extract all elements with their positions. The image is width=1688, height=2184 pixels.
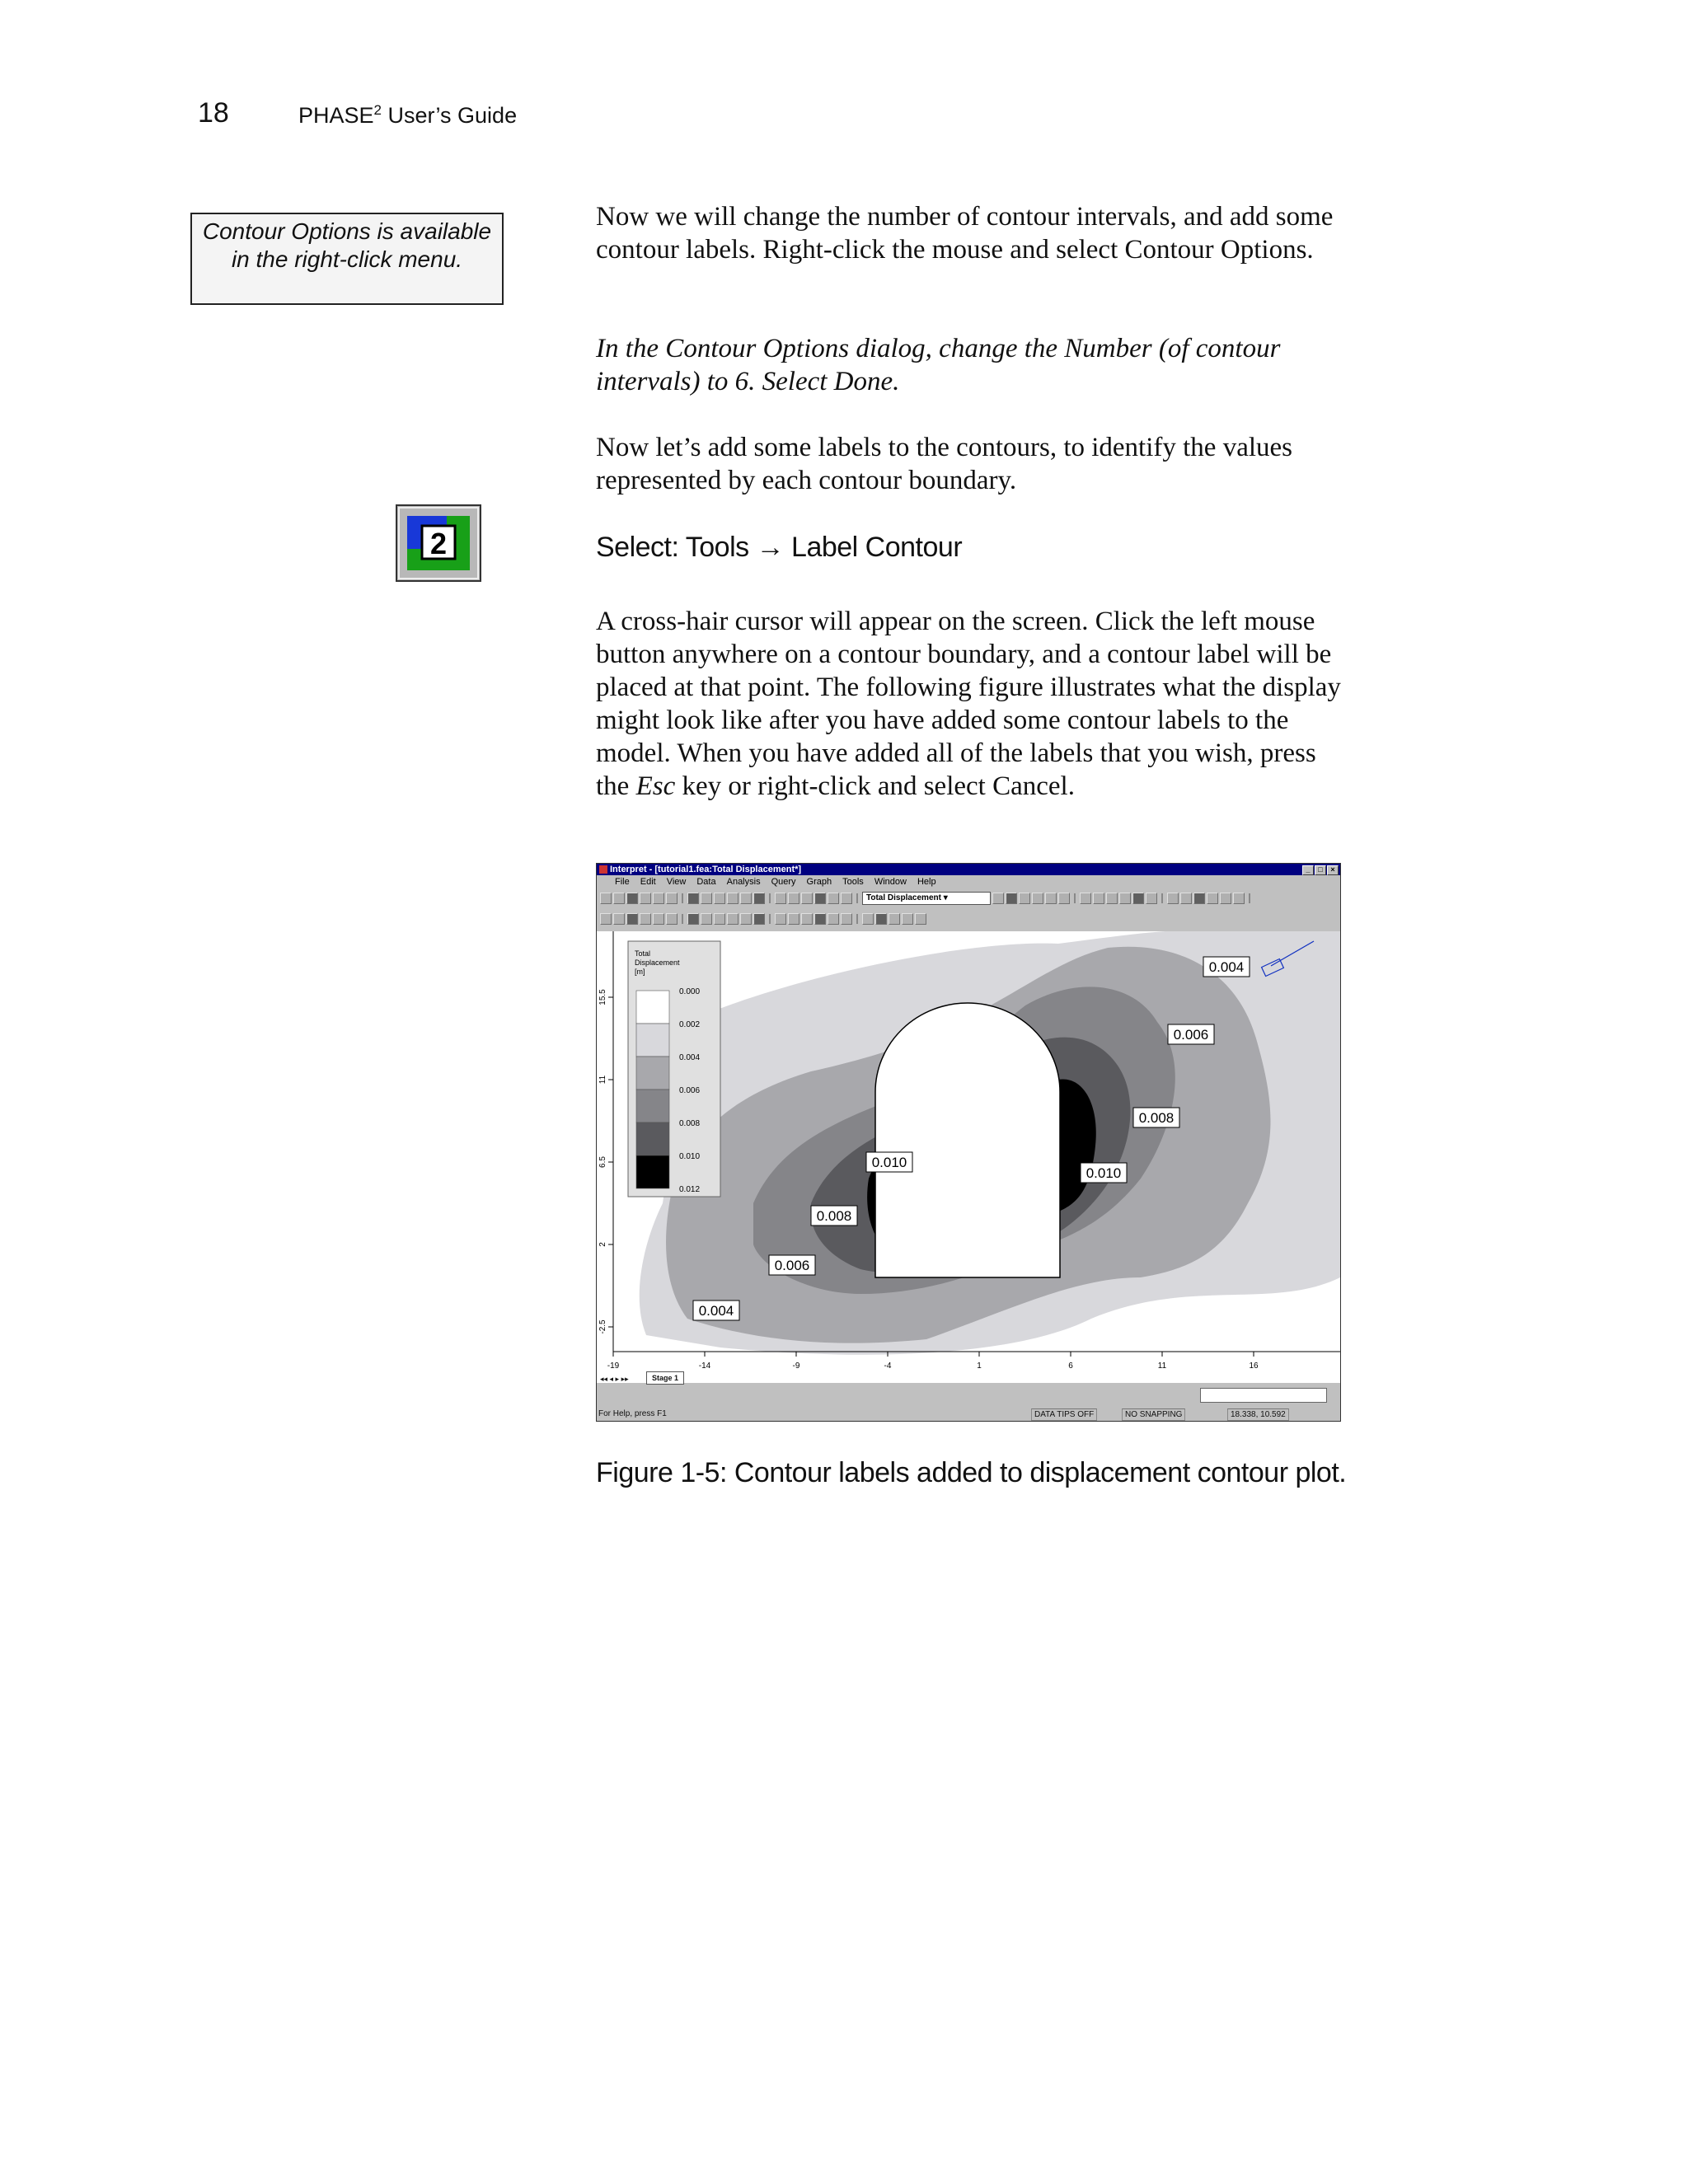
toolbar-button-icon[interactable]	[992, 893, 1004, 904]
toolbar-separator	[769, 914, 771, 924]
legend-title: Displacement	[635, 958, 680, 967]
toolbar-button-icon[interactable]	[814, 893, 826, 904]
status-bar	[597, 1408, 1340, 1421]
x-tick-label: -14	[698, 1361, 711, 1371]
legend-value: 0.012	[679, 1185, 701, 1194]
toolbar-button-icon[interactable]	[653, 913, 664, 925]
legend-value: 0.004	[679, 1053, 701, 1062]
contour-label-text: 0.004	[698, 1303, 734, 1319]
menu-item-view[interactable]: View	[666, 877, 687, 887]
contour-label[interactable]	[1203, 957, 1250, 977]
tab-nav-arrows-icon[interactable]: ◂◂ ◂ ▸ ▸▸	[600, 1375, 629, 1383]
toolbar-button-icon[interactable]	[727, 913, 738, 925]
legend-swatch	[636, 1024, 669, 1057]
x-tick-label: 11	[1157, 1361, 1167, 1371]
toolbar-button-icon[interactable]	[1006, 893, 1017, 904]
toolbar-button-icon[interactable]	[841, 913, 852, 925]
stage-tabs	[597, 1371, 1340, 1383]
toolbar-separator	[1074, 893, 1076, 903]
toolbar-button-icon[interactable]	[902, 913, 913, 925]
toolbar-separator	[769, 893, 771, 903]
toolbar-button-icon[interactable]	[640, 913, 651, 925]
toolbar-button-icon[interactable]	[613, 893, 625, 904]
data-type-select[interactable]: Total Displacement ▾	[862, 892, 991, 905]
toolbar-button-icon[interactable]	[1058, 893, 1070, 904]
menu-item-edit[interactable]: Edit	[640, 877, 656, 887]
toolbar-button-icon[interactable]	[753, 893, 765, 904]
toolbar-button-icon[interactable]	[841, 893, 852, 904]
legend-swatch	[636, 991, 669, 1024]
legend-value: 0.002	[679, 1020, 701, 1029]
toolbar-separator	[856, 914, 858, 924]
toolbar-button-icon[interactable]	[701, 913, 712, 925]
toolbar-button-icon[interactable]	[1207, 893, 1218, 904]
toolbar-button-icon[interactable]	[753, 913, 765, 925]
contour-label[interactable]	[866, 1152, 912, 1172]
x-tick-label: -4	[884, 1361, 892, 1371]
contour-label-text: 0.010	[1085, 1165, 1122, 1181]
contour-label[interactable]	[769, 1255, 815, 1275]
toolbar-separator	[682, 893, 683, 903]
tunnel-excavation	[875, 1003, 1060, 1277]
x-tick-label: 1	[977, 1361, 982, 1371]
legend-title: [m]	[635, 968, 645, 976]
page-number: 18	[198, 97, 229, 129]
toolbar-button-icon[interactable]	[600, 893, 612, 904]
toolbar-button-icon[interactable]	[687, 913, 699, 925]
toolbar-button-icon[interactable]	[801, 913, 813, 925]
toolbar-button-icon[interactable]	[1093, 893, 1104, 904]
toolbar-button-icon[interactable]	[640, 893, 651, 904]
running-head	[298, 102, 517, 129]
legend-swatch	[636, 1057, 669, 1090]
menu-item-graph[interactable]: Graph	[806, 877, 832, 887]
toolbar-button-icon[interactable]	[653, 893, 664, 904]
y-tick-label: 11	[598, 1075, 607, 1085]
toolbar-button-icon[interactable]	[666, 913, 678, 925]
label-contour-icon	[396, 504, 481, 582]
esc-key-text: Esc	[635, 771, 676, 801]
paragraph-cursor	[596, 605, 1354, 803]
toolbar-separator	[1161, 893, 1163, 903]
toolbar-button-icon[interactable]	[1220, 893, 1231, 904]
sidebar-note: Contour Options is available in the right-click menu.	[190, 213, 504, 305]
paragraph-labels: Now let’s add some labels to the contours, to identify the values represented by each contour boundary.	[596, 433, 1292, 495]
minimize-icon[interactable]: _	[1302, 865, 1314, 875]
legend-swatch	[636, 1122, 669, 1155]
menu-item-analysis[interactable]: Analysis	[726, 877, 761, 887]
toolbar-button-icon[interactable]	[1045, 893, 1057, 904]
toolbar-button-icon[interactable]	[714, 893, 725, 904]
toolbar-button-icon[interactable]	[828, 913, 839, 925]
toolbar-button-icon[interactable]	[1180, 893, 1192, 904]
window-titlebar	[597, 864, 1340, 875]
paragraph-cursor-end: key or right-click and select Cancel.	[675, 771, 1075, 801]
contour-label[interactable]	[1081, 1163, 1127, 1183]
toolbar-button-icon[interactable]	[714, 913, 725, 925]
legend-title: Total	[635, 949, 651, 958]
x-tick-label: 16	[1249, 1361, 1259, 1371]
toolbar-button-icon[interactable]	[600, 913, 612, 925]
close-icon[interactable]: ×	[1327, 865, 1339, 875]
window-title: Interpret - [tutorial1.fea:Total Displacement*]	[610, 865, 802, 874]
toolbar-button-icon[interactable]	[915, 913, 926, 925]
x-tick-label: 6	[1068, 1361, 1073, 1371]
toolbar-button-icon[interactable]	[626, 913, 638, 925]
y-tick-label: 6.5	[598, 1156, 607, 1168]
coordinate-input[interactable]	[1200, 1388, 1327, 1403]
app-icon	[599, 865, 607, 874]
menu-item-help[interactable]: Help	[917, 877, 936, 887]
toolbar-button-icon[interactable]	[1146, 893, 1157, 904]
paragraph-cursor-text: A cross-hair cursor will appear on the screen. Click the left mouse button anywhere on a contour boundary, and a contour label will be placed at that point. The following figure illustrates what the display might look like after you have added some contour labels to the model. When you have added all of the labels that you wish, press the	[596, 607, 1341, 801]
toolbar-button-icon[interactable]	[1032, 893, 1043, 904]
contour-label-text: 0.008	[816, 1208, 852, 1224]
toolbar-button-icon[interactable]	[687, 893, 699, 904]
y-tick-label: 15.5	[598, 989, 607, 1005]
toolbar-separator	[1249, 893, 1250, 903]
contour-label[interactable]	[1133, 1108, 1179, 1127]
toolbar-button-icon[interactable]	[875, 913, 887, 925]
menu-item-file[interactable]: File	[615, 877, 630, 887]
toolbar-separator	[682, 914, 683, 924]
legend-swatch	[636, 1155, 669, 1188]
contour-label[interactable]	[811, 1206, 857, 1226]
secondary-toolbar	[600, 910, 1339, 928]
paragraph-instruction: In the Contour Options dialog, change the Number (of contour intervals) to 6. Select Done.	[596, 334, 1281, 396]
toolbar-button-icon[interactable]	[1019, 893, 1030, 904]
running-head-suffix: User’s Guide	[382, 103, 518, 128]
y-tick-label: -2.5	[598, 1319, 607, 1334]
legend-value: 0.006	[679, 1086, 701, 1095]
status-snapping[interactable]: NO SNAPPING	[1122, 1408, 1185, 1421]
toolbar-button-icon[interactable]	[740, 913, 752, 925]
toolbar-button-icon[interactable]	[701, 893, 712, 904]
status-coordinates: 18.338, 10.592	[1227, 1408, 1289, 1421]
status-help: For Help, press F1	[598, 1409, 667, 1418]
toolbar-button-icon[interactable]	[1233, 893, 1245, 904]
legend	[628, 941, 720, 1197]
legend-value: 0.008	[679, 1119, 701, 1128]
contour-label[interactable]	[693, 1301, 739, 1320]
toolbar-button-icon[interactable]	[1193, 893, 1205, 904]
maximize-icon[interactable]: □	[1315, 865, 1326, 875]
toolbar-separator	[856, 893, 858, 903]
contour-plot[interactable]	[597, 931, 1340, 1383]
menu-item-query[interactable]: Query	[771, 877, 796, 887]
running-head-superscript: 2	[373, 102, 382, 118]
toolbar-button-icon[interactable]	[727, 893, 738, 904]
legend-swatch	[636, 1090, 669, 1122]
toolbar-button-icon[interactable]	[788, 893, 799, 904]
toolbar-button-icon[interactable]	[1080, 893, 1091, 904]
main-toolbar	[600, 889, 1339, 907]
toolbar-button-icon[interactable]	[1167, 893, 1179, 904]
toolbar-button-icon[interactable]	[613, 913, 625, 925]
toolbar-button-icon[interactable]	[788, 913, 799, 925]
y-tick-label: 2	[598, 1242, 607, 1247]
contour-label-text: 0.004	[1208, 959, 1245, 975]
toolbar-button-icon[interactable]	[801, 893, 813, 904]
contour-label[interactable]	[1168, 1024, 1214, 1044]
menu-bar	[597, 875, 1340, 888]
command-line: Select: Tools → Label Contour	[596, 532, 963, 563]
toolbar-button-icon[interactable]	[828, 893, 839, 904]
toolbar-button-icon[interactable]	[1119, 893, 1131, 904]
contour-label-text: 0.006	[1173, 1027, 1209, 1043]
running-head-title: PHASE	[298, 103, 374, 128]
toolbar-button-icon[interactable]	[775, 913, 786, 925]
toolbar-button-icon[interactable]	[1106, 893, 1118, 904]
toolbar-button-icon[interactable]	[862, 913, 874, 925]
menu-item-window[interactable]: Window	[874, 877, 907, 887]
label-contour-icon-glyph: 2	[429, 527, 448, 560]
menu-item-data[interactable]: Data	[696, 877, 716, 887]
x-tick-label: -19	[607, 1361, 620, 1371]
toolbar-button-icon[interactable]	[889, 913, 900, 925]
toolbar-button-icon[interactable]	[740, 893, 752, 904]
toolbar-button-icon[interactable]	[1132, 893, 1144, 904]
toolbar-button-icon[interactable]	[814, 913, 826, 925]
contour-label-text: 0.008	[1138, 1110, 1175, 1126]
toolbar-button-icon[interactable]	[626, 893, 638, 904]
x-tick-label: -9	[792, 1361, 800, 1371]
interpret-window	[596, 863, 1341, 1422]
legend-value: 0.010	[679, 1152, 701, 1161]
legend-value: 0.000	[679, 987, 701, 996]
contour-label-text: 0.010	[871, 1155, 907, 1170]
contour-label-text: 0.006	[774, 1258, 810, 1273]
status-data-tips[interactable]: DATA TIPS OFF	[1031, 1408, 1097, 1421]
menu-item-tools[interactable]: Tools	[842, 877, 864, 887]
paragraph-intro: Now we will change the number of contour intervals, and add some contour labels. Right-click the mouse and select Contour Options.	[596, 202, 1334, 265]
figure-caption: Figure 1-5: Contour labels added to displacement contour plot.	[596, 1457, 1347, 1488]
tab-stage-1[interactable]: Stage 1	[646, 1371, 684, 1385]
toolbar-button-icon[interactable]	[775, 893, 786, 904]
toolbar-button-icon[interactable]	[666, 893, 678, 904]
